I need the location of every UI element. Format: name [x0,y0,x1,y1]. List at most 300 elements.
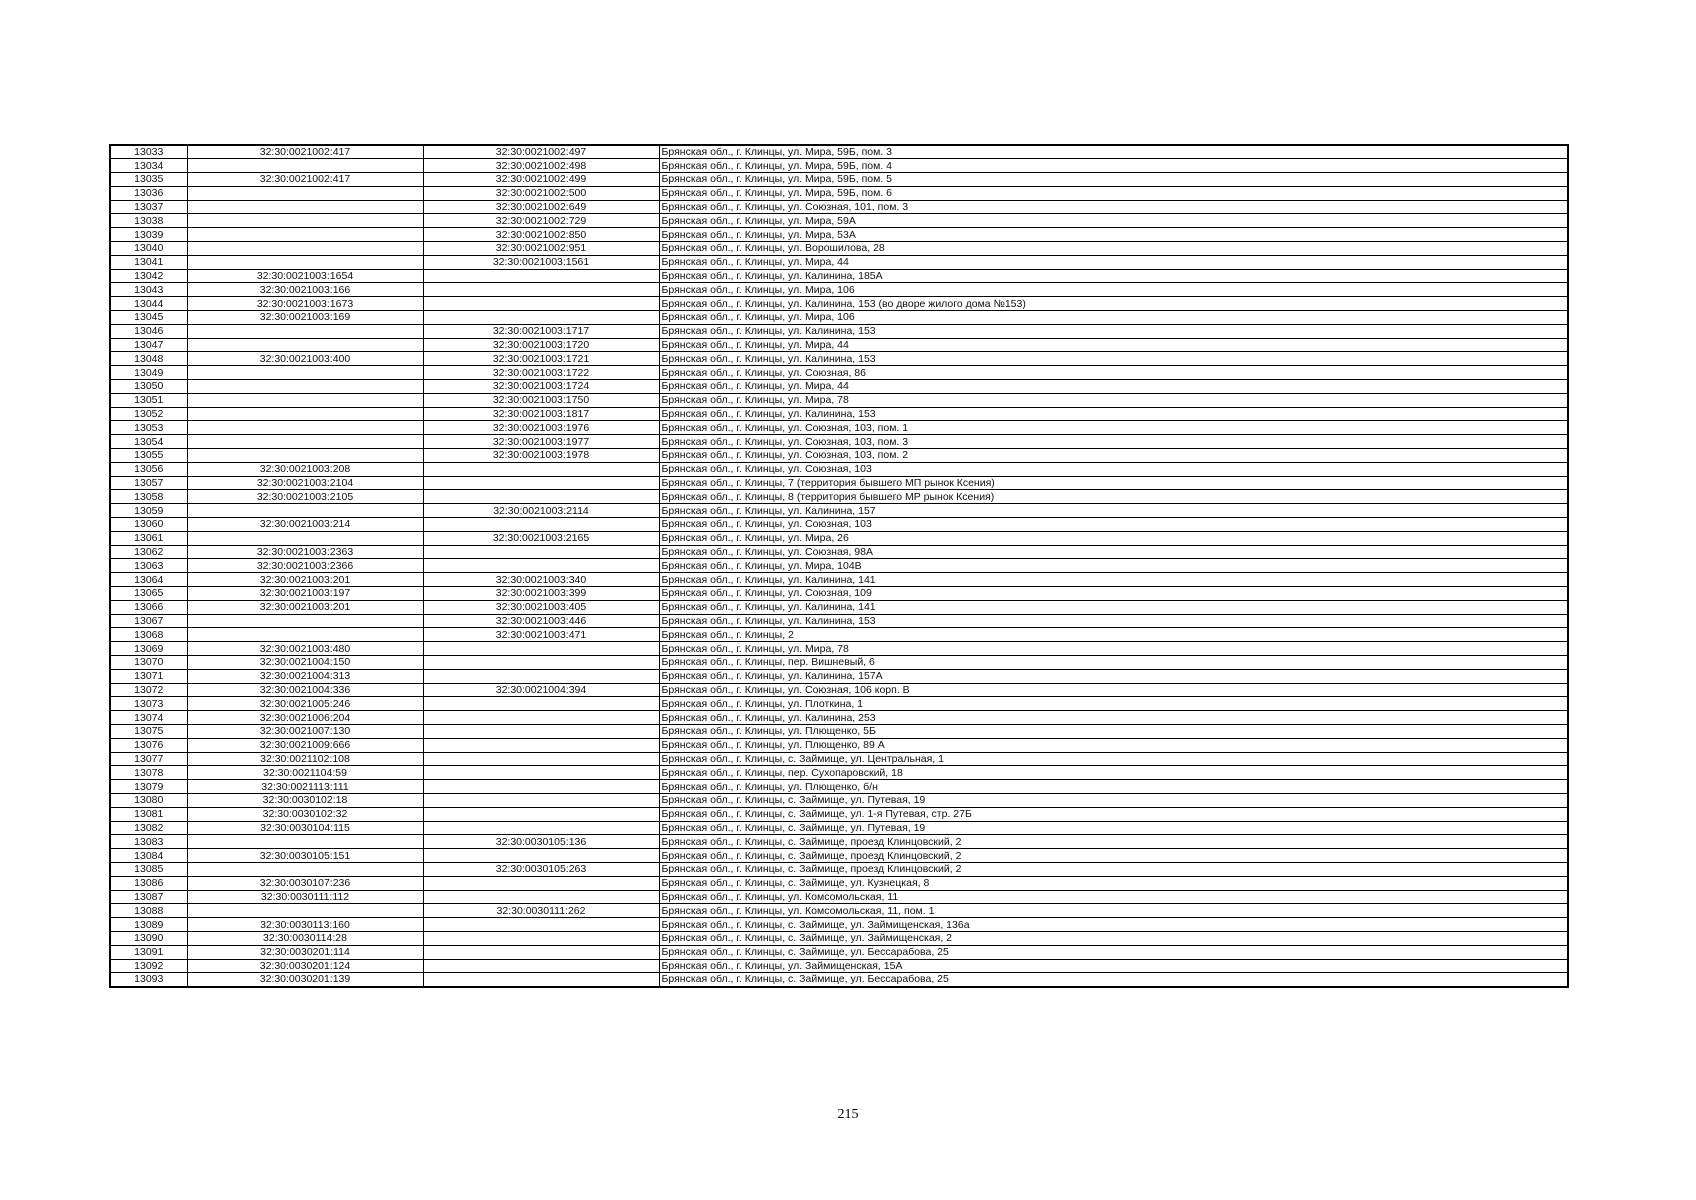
land-cadastral-number-cell: 32:30:0030102:18 [187,793,423,807]
row-number-cell: 13074 [110,711,187,725]
object-cadastral-number-cell: 32:30:0021002:497 [423,145,659,159]
object-cadastral-number-cell: 32:30:0021003:405 [423,600,659,614]
address-cell: Брянская обл., г. Клинцы, ул. Калинина, 157А [659,669,1568,683]
table-row [110,724,1568,738]
table-row [110,945,1568,959]
table-row [110,173,1568,187]
land-cadastral-number-cell [187,504,423,518]
table-row [110,973,1568,987]
land-cadastral-number-cell: 32:30:0021003:166 [187,283,423,297]
object-cadastral-number-cell: 32:30:0021003:471 [423,628,659,642]
row-number-cell: 13058 [110,490,187,504]
row-number-cell: 13077 [110,752,187,766]
object-cadastral-number-cell [423,269,659,283]
row-number-cell: 13086 [110,876,187,890]
table-row [110,214,1568,228]
land-cadastral-number-cell: 32:30:0030113:160 [187,918,423,932]
table-row [110,849,1568,863]
row-number-cell: 13054 [110,435,187,449]
object-cadastral-number-cell [423,849,659,863]
row-number-cell: 13051 [110,393,187,407]
address-cell: Брянская обл., г. Клинцы, ул. Мира, 44 [659,380,1568,394]
land-cadastral-number-cell: 32:30:0030114:28 [187,931,423,945]
table-row [110,614,1568,628]
land-cadastral-number-cell: 32:30:0021003:197 [187,587,423,601]
row-number-cell: 13055 [110,449,187,463]
object-cadastral-number-cell [423,876,659,890]
table-row [110,518,1568,532]
address-cell: Брянская обл., г. Клинцы, ул. Союзная, 103, пом. 2 [659,449,1568,463]
address-cell: Брянская обл., г. Клинцы, пер. Вишневый, 6 [659,655,1568,669]
address-cell: Брянская обл., г. Клинцы, ул. Комсомольская, 11, пом. 1 [659,904,1568,918]
object-cadastral-number-cell [423,311,659,325]
address-cell: Брянская обл., г. Клинцы, ул. Союзная, 101, пом. 3 [659,200,1568,214]
object-cadastral-number-cell [423,490,659,504]
address-cell: Брянская обл., г. Клинцы, ул. Плющенко, б/н [659,780,1568,794]
table-row [110,559,1568,573]
row-number-cell: 13079 [110,780,187,794]
table-row [110,311,1568,325]
address-cell: Брянская обл., г. Клинцы, с. Займище, ул. Путевая, 19 [659,821,1568,835]
object-cadastral-number-cell: 32:30:0021003:340 [423,573,659,587]
object-cadastral-number-cell [423,711,659,725]
row-number-cell: 13088 [110,904,187,918]
object-cadastral-number-cell [423,821,659,835]
row-number-cell: 13066 [110,600,187,614]
row-number-cell: 13040 [110,242,187,256]
object-cadastral-number-cell [423,766,659,780]
address-cell: Брянская обл., г. Клинцы, ул. Калинина, 141 [659,573,1568,587]
address-cell: Брянская обл., г. Клинцы, ул. Ворошилова, 28 [659,242,1568,256]
object-cadastral-number-cell [423,559,659,573]
row-number-cell: 13049 [110,366,187,380]
address-cell: Брянская обл., г. Клинцы, ул. Плющенко, 89 А [659,738,1568,752]
land-cadastral-number-cell: 32:30:0021113:111 [187,780,423,794]
address-cell: Брянская обл., г. Клинцы, ул. Комсомольская, 11 [659,890,1568,904]
land-cadastral-number-cell [187,904,423,918]
table-row [110,242,1568,256]
land-cadastral-number-cell [187,366,423,380]
object-cadastral-number-cell [423,890,659,904]
address-cell: Брянская обл., г. Клинцы, ул. Мира, 78 [659,642,1568,656]
address-cell: Брянская обл., г. Клинцы, ул. Союзная, 86 [659,366,1568,380]
address-cell: Брянская обл., г. Клинцы, ул. Союзная, 98А [659,545,1568,559]
land-cadastral-number-cell: 32:30:0021003:214 [187,518,423,532]
object-cadastral-number-cell [423,931,659,945]
land-cadastral-number-cell: 32:30:0021004:150 [187,655,423,669]
object-cadastral-number-cell: 32:30:0021003:1721 [423,352,659,366]
land-cadastral-number-cell: 32:30:0021002:417 [187,145,423,159]
address-cell: Брянская обл., г. Клинцы, ул. Мира, 104В [659,559,1568,573]
table-row [110,366,1568,380]
table-row [110,407,1568,421]
table-row [110,573,1568,587]
row-number-cell: 13053 [110,421,187,435]
land-cadastral-number-cell [187,449,423,463]
row-number-cell: 13060 [110,518,187,532]
row-number-cell: 13056 [110,462,187,476]
row-number-cell: 13050 [110,380,187,394]
object-cadastral-number-cell [423,476,659,490]
table-row [110,476,1568,490]
address-cell: Брянская обл., г. Клинцы, ул. Калинина, 153 [659,407,1568,421]
row-number-cell: 13085 [110,862,187,876]
row-number-cell: 13082 [110,821,187,835]
address-cell: Брянская обл., г. Клинцы, ул. Плоткина, 1 [659,697,1568,711]
object-cadastral-number-cell: 32:30:0021002:729 [423,214,659,228]
row-number-cell: 13065 [110,587,187,601]
object-cadastral-number-cell: 32:30:0021002:500 [423,186,659,200]
object-cadastral-number-cell [423,780,659,794]
land-cadastral-number-cell: 32:30:0030111:112 [187,890,423,904]
table-row [110,297,1568,311]
table-row [110,890,1568,904]
object-cadastral-number-cell: 32:30:0030105:136 [423,835,659,849]
object-cadastral-number-cell: 32:30:0030111:262 [423,904,659,918]
address-cell: Брянская обл., г. Клинцы, ул. Союзная, 103, пом. 1 [659,421,1568,435]
row-number-cell: 13037 [110,200,187,214]
address-cell: Брянская обл., г. Клинцы, ул. Мира, 59Б, пом. 3 [659,145,1568,159]
row-number-cell: 13034 [110,159,187,173]
registry-table-body [110,145,1568,987]
land-cadastral-number-cell: 32:30:0030105:151 [187,849,423,863]
address-cell: Брянская обл., г. Клинцы, ул. Калинина, 141 [659,600,1568,614]
table-row [110,380,1568,394]
land-cadastral-number-cell [187,380,423,394]
land-cadastral-number-cell: 32:30:0021003:2105 [187,490,423,504]
object-cadastral-number-cell: 32:30:0021003:1977 [423,435,659,449]
table-row [110,655,1568,669]
address-cell: Брянская обл., г. Клинцы, с. Займище, ул. Центральная, 1 [659,752,1568,766]
land-cadastral-number-cell: 32:30:0030201:124 [187,959,423,973]
row-number-cell: 13061 [110,531,187,545]
table-row [110,766,1568,780]
address-cell: Брянская обл., г. Клинцы, ул. Мира, 53А [659,228,1568,242]
address-cell: Брянская обл., г. Клинцы, ул. Мира, 59Б, пом. 6 [659,186,1568,200]
row-number-cell: 13090 [110,931,187,945]
land-cadastral-number-cell: 32:30:0021003:2366 [187,559,423,573]
object-cadastral-number-cell: 32:30:0021003:1724 [423,380,659,394]
land-cadastral-number-cell: 32:30:0021003:400 [187,352,423,366]
page-number: 215 [837,1107,859,1122]
address-cell: Брянская обл., г. Клинцы, ул. Калинина, 153 (во дворе жилого дома №153) [659,297,1568,311]
object-cadastral-number-cell [423,793,659,807]
land-cadastral-number-cell: 32:30:0030104:115 [187,821,423,835]
row-number-cell: 13039 [110,228,187,242]
row-number-cell: 13036 [110,186,187,200]
address-cell: Брянская обл., г. Клинцы, с. Займище, ул. 1-я Путевая, стр. 27Б [659,807,1568,821]
land-cadastral-number-cell [187,407,423,421]
row-number-cell: 13093 [110,973,187,987]
row-number-cell: 13041 [110,255,187,269]
object-cadastral-number-cell [423,752,659,766]
address-cell: Брянская обл., г. Клинцы, ул. Калинина, 253 [659,711,1568,725]
object-cadastral-number-cell: 32:30:0021002:850 [423,228,659,242]
row-number-cell: 13044 [110,297,187,311]
land-cadastral-number-cell [187,393,423,407]
land-cadastral-number-cell: 32:30:0021102:108 [187,752,423,766]
object-cadastral-number-cell [423,918,659,932]
land-cadastral-number-cell [187,862,423,876]
land-cadastral-number-cell: 32:30:0021003:201 [187,600,423,614]
row-number-cell: 13070 [110,655,187,669]
object-cadastral-number-cell [423,462,659,476]
table-row [110,200,1568,214]
object-cadastral-number-cell [423,724,659,738]
object-cadastral-number-cell [423,545,659,559]
land-cadastral-number-cell [187,242,423,256]
land-cadastral-number-cell [187,228,423,242]
object-cadastral-number-cell [423,655,659,669]
object-cadastral-number-cell [423,669,659,683]
land-cadastral-number-cell: 32:30:0021009:666 [187,738,423,752]
land-cadastral-number-cell [187,186,423,200]
table-row [110,683,1568,697]
object-cadastral-number-cell: 32:30:0030105:263 [423,862,659,876]
land-cadastral-number-cell: 32:30:0021005:246 [187,697,423,711]
row-number-cell: 13071 [110,669,187,683]
row-number-cell: 13052 [110,407,187,421]
address-cell: Брянская обл., г. Клинцы, ул. Мира, 59А [659,214,1568,228]
row-number-cell: 13043 [110,283,187,297]
land-cadastral-number-cell [187,200,423,214]
address-cell: Брянская обл., г. Клинцы, ул. Калинина, 153 [659,324,1568,338]
object-cadastral-number-cell: 32:30:0021003:1717 [423,324,659,338]
object-cadastral-number-cell: 32:30:0021003:1976 [423,421,659,435]
row-number-cell: 13038 [110,214,187,228]
address-cell: Брянская обл., г. Клинцы, пер. Сухопаровский, 18 [659,766,1568,780]
table-row [110,449,1568,463]
object-cadastral-number-cell: 32:30:0021004:394 [423,683,659,697]
row-number-cell: 13046 [110,324,187,338]
land-cadastral-number-cell: 32:30:0021003:2363 [187,545,423,559]
land-cadastral-number-cell: 32:30:0021006:204 [187,711,423,725]
row-number-cell: 13035 [110,173,187,187]
table-row [110,269,1568,283]
land-cadastral-number-cell: 32:30:0030102:32 [187,807,423,821]
land-cadastral-number-cell: 32:30:0021003:2104 [187,476,423,490]
row-number-cell: 13064 [110,573,187,587]
object-cadastral-number-cell: 32:30:0021003:2165 [423,531,659,545]
table-row [110,793,1568,807]
table-row [110,159,1568,173]
object-cadastral-number-cell: 32:30:0021002:498 [423,159,659,173]
table-row [110,145,1568,159]
row-number-cell: 13092 [110,959,187,973]
land-cadastral-number-cell: 32:30:0021104:59 [187,766,423,780]
row-number-cell: 13072 [110,683,187,697]
row-number-cell: 13080 [110,793,187,807]
address-cell: Брянская обл., г. Клинцы, с. Займище, ул. Путевая, 19 [659,793,1568,807]
object-cadastral-number-cell: 32:30:0021003:446 [423,614,659,628]
table-row [110,821,1568,835]
table-row [110,504,1568,518]
table-row [110,738,1568,752]
row-number-cell: 13068 [110,628,187,642]
address-cell: Брянская обл., г. Клинцы, с. Займище, проезд Клинцовский, 2 [659,862,1568,876]
table-row [110,324,1568,338]
table-row [110,835,1568,849]
object-cadastral-number-cell: 32:30:0021003:1561 [423,255,659,269]
table-row [110,807,1568,821]
object-cadastral-number-cell [423,297,659,311]
table-row [110,186,1568,200]
row-number-cell: 13091 [110,945,187,959]
object-cadastral-number-cell: 32:30:0021003:1720 [423,338,659,352]
table-row [110,490,1568,504]
table-row [110,283,1568,297]
land-cadastral-number-cell [187,338,423,352]
table-row [110,780,1568,794]
address-cell: Брянская обл., г. Клинцы, ул. Союзная, 106 корп. В [659,683,1568,697]
address-cell: Брянская обл., г. Клинцы, ул. Мира, 59Б, пом. 5 [659,173,1568,187]
row-number-cell: 13059 [110,504,187,518]
table-row [110,959,1568,973]
address-cell: Брянская обл., г. Клинцы, ул. Плющенко, 5Б [659,724,1568,738]
table-row [110,931,1568,945]
address-cell: Брянская обл., г. Клинцы, ул. Союзная, 109 [659,587,1568,601]
address-cell: Брянская обл., г. Клинцы, с. Займище, ул. Кузнецкая, 8 [659,876,1568,890]
address-cell: Брянская обл., г. Клинцы, ул. Мира, 59Б, пом. 4 [659,159,1568,173]
row-number-cell: 13083 [110,835,187,849]
object-cadastral-number-cell: 32:30:0021003:1722 [423,366,659,380]
table-row [110,352,1568,366]
row-number-cell: 13069 [110,642,187,656]
land-cadastral-number-cell: 32:30:0021003:1654 [187,269,423,283]
land-cadastral-number-cell: 32:30:0021004:313 [187,669,423,683]
row-number-cell: 13073 [110,697,187,711]
object-cadastral-number-cell [423,738,659,752]
land-cadastral-number-cell: 32:30:0021002:417 [187,173,423,187]
land-cadastral-number-cell [187,614,423,628]
address-cell: Брянская обл., г. Клинцы, с. Займище, ул. Бессарабова, 25 [659,945,1568,959]
table-row [110,669,1568,683]
row-number-cell: 13063 [110,559,187,573]
address-cell: Брянская обл., г. Клинцы, ул. Мира, 106 [659,311,1568,325]
address-cell: Брянская обл., г. Клинцы, ул. Мира, 106 [659,283,1568,297]
row-number-cell: 13048 [110,352,187,366]
row-number-cell: 13045 [110,311,187,325]
object-cadastral-number-cell [423,959,659,973]
row-number-cell: 13075 [110,724,187,738]
table-row [110,600,1568,614]
table-row [110,435,1568,449]
land-cadastral-number-cell [187,531,423,545]
land-cadastral-number-cell: 32:30:0021003:208 [187,462,423,476]
object-cadastral-number-cell [423,807,659,821]
address-cell: Брянская обл., г. Клинцы, ул. Союзная, 103 [659,462,1568,476]
row-number-cell: 13067 [110,614,187,628]
land-cadastral-number-cell: 32:30:0021003:169 [187,311,423,325]
table-row [110,642,1568,656]
table-row [110,628,1568,642]
object-cadastral-number-cell [423,973,659,987]
land-cadastral-number-cell: 32:30:0030201:139 [187,973,423,987]
object-cadastral-number-cell: 32:30:0021002:649 [423,200,659,214]
address-cell: Брянская обл., г. Клинцы, ул. Союзная, 103 [659,518,1568,532]
address-cell: Брянская обл., г. Клинцы, 2 [659,628,1568,642]
land-cadastral-number-cell: 32:30:0021007:130 [187,724,423,738]
row-number-cell: 13042 [110,269,187,283]
land-cadastral-number-cell [187,159,423,173]
table-row [110,587,1568,601]
object-cadastral-number-cell: 32:30:0021002:951 [423,242,659,256]
address-cell: Брянская обл., г. Клинцы, с. Займище, проезд Клинцовский, 2 [659,849,1568,863]
table-row [110,338,1568,352]
object-cadastral-number-cell: 32:30:0021003:1817 [423,407,659,421]
address-cell: Брянская обл., г. Клинцы, с. Займище, ул. Займищенская, 2 [659,931,1568,945]
table-row [110,393,1568,407]
land-cadastral-number-cell [187,255,423,269]
cadastral-registry-table [109,144,1569,988]
table-row [110,918,1568,932]
address-cell: Брянская обл., г. Клинцы, ул. Калинина, 157 [659,504,1568,518]
row-number-cell: 13081 [110,807,187,821]
land-cadastral-number-cell: 32:30:0030107:236 [187,876,423,890]
land-cadastral-number-cell: 32:30:0021003:1673 [187,297,423,311]
object-cadastral-number-cell: 32:30:0021003:1750 [423,393,659,407]
object-cadastral-number-cell: 32:30:0021003:1978 [423,449,659,463]
land-cadastral-number-cell [187,214,423,228]
row-number-cell: 13078 [110,766,187,780]
table-row [110,462,1568,476]
land-cadastral-number-cell [187,421,423,435]
address-cell: Брянская обл., г. Клинцы, ул. Мира, 78 [659,393,1568,407]
address-cell: Брянская обл., г. Клинцы, ул. Калинина, 153 [659,614,1568,628]
object-cadastral-number-cell: 32:30:0021003:2114 [423,504,659,518]
land-cadastral-number-cell: 32:30:0021004:336 [187,683,423,697]
object-cadastral-number-cell [423,283,659,297]
address-cell: Брянская обл., г. Клинцы, с. Займище, проезд Клинцовский, 2 [659,835,1568,849]
row-number-cell: 13084 [110,849,187,863]
address-cell: Брянская обл., г. Клинцы, ул. Займищенская, 15А [659,959,1568,973]
land-cadastral-number-cell [187,324,423,338]
row-number-cell: 13033 [110,145,187,159]
row-number-cell: 13076 [110,738,187,752]
address-cell: Брянская обл., г. Клинцы, ул. Калинина, 153 [659,352,1568,366]
land-cadastral-number-cell: 32:30:0030201:114 [187,945,423,959]
table-row [110,228,1568,242]
address-cell: Брянская обл., г. Клинцы, ул. Мира, 44 [659,338,1568,352]
row-number-cell: 13062 [110,545,187,559]
address-cell: Брянская обл., г. Клинцы, с. Займище, ул. Займищенская, 136а [659,918,1568,932]
land-cadastral-number-cell: 32:30:0021003:201 [187,573,423,587]
land-cadastral-number-cell [187,435,423,449]
address-cell: Брянская обл., г. Клинцы, ул. Мира, 44 [659,255,1568,269]
address-cell: Брянская обл., г. Клинцы, 7 (территория бывшего МП рынок Ксения) [659,476,1568,490]
table-row [110,904,1568,918]
object-cadastral-number-cell [423,945,659,959]
table-row [110,862,1568,876]
address-cell: Брянская обл., г. Клинцы, ул. Калинина, 185А [659,269,1568,283]
object-cadastral-number-cell: 32:30:0021003:399 [423,587,659,601]
table-row [110,752,1568,766]
table-row [110,876,1568,890]
table-row [110,531,1568,545]
table-row [110,255,1568,269]
object-cadastral-number-cell [423,642,659,656]
table-row [110,711,1568,725]
address-cell: Брянская обл., г. Клинцы, ул. Союзная, 103, пом. 3 [659,435,1568,449]
object-cadastral-number-cell [423,697,659,711]
object-cadastral-number-cell [423,518,659,532]
object-cadastral-number-cell: 32:30:0021002:499 [423,173,659,187]
address-cell: Брянская обл., г. Клинцы, ул. Мира, 26 [659,531,1568,545]
address-cell: Брянская обл., г. Клинцы, с. Займище, ул. Бессарабова, 25 [659,973,1568,987]
row-number-cell: 13089 [110,918,187,932]
row-number-cell: 13047 [110,338,187,352]
address-cell: Брянская обл., г. Клинцы, 8 (территория бывшего МР рынок Ксения) [659,490,1568,504]
